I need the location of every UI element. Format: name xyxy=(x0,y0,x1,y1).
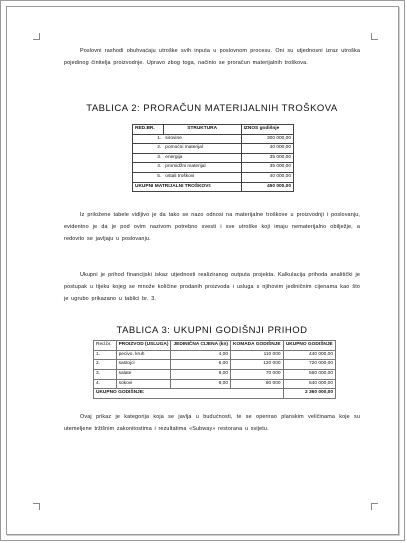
table3-total-value: 2 360 000,00 xyxy=(283,389,335,399)
table2-material-costs xyxy=(132,124,294,192)
table-row xyxy=(133,134,294,144)
paragraph-1: Poslovni rashodi obuhvaćaju utroške svih inputa u poslovnom procesu. Oni su utjednosni izraz utroška pojedinog činitelja proizvodnje. Upravo zbog toga, načinio se proračun materijalnih troškova. xyxy=(64,48,360,66)
paragraph-2: Iz priložene tabele vidljivo je da tako se nazo odnosi na materijalne troškove u proizvodnji i poslovanju, evidentno je da je pod ovim nazivom potrebno svesti i sve utroške koji imaju nematerijalno obilježje, a redovito se javljaju u poslovanju. xyxy=(64,212,360,242)
table3-cell-rownum: 1. xyxy=(94,350,117,360)
table2-cell-struktura: pomoćni materijal xyxy=(163,144,241,154)
table2-cell-struktura: sirovine xyxy=(163,134,241,144)
table2-cell-iznos: 35 000,00 xyxy=(241,163,293,173)
table2-cell-iznos: 300 000,00 xyxy=(241,134,293,144)
table2-title: TABLICA 2: PRORAČUN MATERIJALNIH TROŠKOVA xyxy=(86,103,338,114)
table-row xyxy=(94,360,336,370)
table3-cell-ukupno: 640 000,00 xyxy=(283,379,335,389)
table3-header-cijena: JEDINIČNA CIJENA (kn) xyxy=(171,341,231,351)
table2-total-row xyxy=(133,182,294,192)
table3-cell-rownum: 3. xyxy=(94,369,117,379)
table3-cell-cijena: 4,00 xyxy=(171,350,231,360)
table2-total-label: UKUPNI MATRIJALNI TROŠKOVI: xyxy=(133,182,242,192)
margin-mark-bottom-right xyxy=(371,503,378,510)
margin-mark-top-left xyxy=(33,33,40,40)
table3-header-proizvod: PROIZVOD (USLUGA) xyxy=(116,341,171,351)
table2-cell-struktura: ostali troškovi xyxy=(163,172,241,182)
table3-cell-komada: 120 000 xyxy=(231,360,284,370)
table2-header-iznos: IZNOS godišnje xyxy=(241,125,293,135)
table-row xyxy=(94,379,336,389)
table-row xyxy=(133,144,294,154)
table3-header-komada: KOMADA GODIŠNJE xyxy=(231,341,284,351)
table3-cell-cijena: 6,00 xyxy=(171,360,231,370)
paragraph-4: Ovaj prikaz je kategorija koja se javlja u budućnosti, te se operirao planskim veličinama koje su utemeljene tržišnim zakonitostima i rezultatima «Subway» restorana u svijetu. xyxy=(64,414,360,432)
table3-cell-rownum: 2. xyxy=(94,360,117,370)
table3-annual-revenue xyxy=(93,340,336,399)
table3-cell-proizvod: sokovi xyxy=(116,379,171,389)
margin-mark-top-right xyxy=(371,33,378,40)
table-row xyxy=(133,163,294,173)
table3-cell-proizvod: salate xyxy=(116,369,171,379)
table3-cell-rownum: 4. xyxy=(94,379,117,389)
table2-cell-struktura: promidžni materijal xyxy=(163,163,241,173)
table2-cell-iznos: 35 000,00 xyxy=(241,153,293,163)
table3-header-redbr: Red.br. xyxy=(94,341,117,351)
table3-cell-komada: 80 000 xyxy=(231,379,284,389)
document-page xyxy=(6,6,399,535)
table3-cell-proizvod: sastojci xyxy=(116,360,171,370)
table2-cell-iznos: 40 000,00 xyxy=(241,144,293,154)
margin-mark-bottom-left xyxy=(33,503,40,510)
table3-cell-ukupno: 560 000,00 xyxy=(283,369,335,379)
table3-cell-ukupno: 720 000,00 xyxy=(283,360,335,370)
table2-cell-rownum: 3. xyxy=(133,153,164,163)
table-row xyxy=(133,153,294,163)
table3-cell-cijena: 8,00 xyxy=(171,369,231,379)
table-row xyxy=(94,350,336,360)
table3-cell-komada: 70 000 xyxy=(231,369,284,379)
table2-cell-iznos: 40 000,00 xyxy=(241,172,293,182)
table2-cell-rownum: 5. xyxy=(133,172,164,182)
table2-cell-struktura: energija xyxy=(163,153,241,163)
table3-total-label: UKUPNO GODIŠNJE: xyxy=(94,389,284,399)
table2-cell-rownum: 2. xyxy=(133,144,164,154)
table3-total-row xyxy=(94,389,336,399)
table-row xyxy=(94,369,336,379)
table2-cell-rownum: 4. xyxy=(133,163,164,173)
paragraph-3: Ukupni je prihod financijski iskaz utjednosti realiziranog outputa projekta. Kalkulacija prihoda analitički je postupak u tijeku kojeg se množe količine prodanih proizvoda i usluga s njihovim jediničnim cijenama kao što je ugrubo prikazano u tablici br. 3. xyxy=(64,272,360,302)
table2-header-struktura: STRUKTURA xyxy=(163,125,241,135)
table2-total-value: 450 000,00 xyxy=(241,182,293,192)
table3-cell-ukupno: 440 000,00 xyxy=(283,350,335,360)
table3-cell-komada: 110 000 xyxy=(231,350,284,360)
table3-header-ukupno: UKUPNO GODIŠNJE xyxy=(283,341,335,351)
table2-cell-rownum: 1. xyxy=(133,134,164,144)
table3-cell-cijena: 8,00 xyxy=(171,379,231,389)
table3-cell-proizvod: pecivo, kruh xyxy=(116,350,171,360)
table2-header-redbr: RED.BR. xyxy=(133,125,164,135)
table-row xyxy=(133,172,294,182)
table3-title: TABLICA 3: UKUPNI GODIŠNJI PRIHOD xyxy=(116,325,308,336)
